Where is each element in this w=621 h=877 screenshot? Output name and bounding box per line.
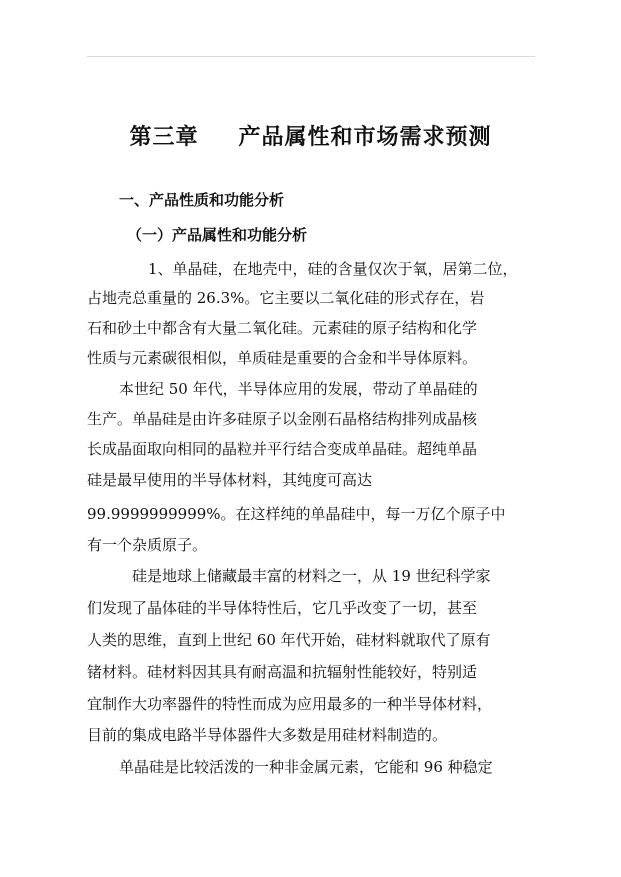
- paragraph-3-line-2: 们发现了晶体硅的半导体特性后，它几乎改变了一切，甚至: [87, 599, 478, 617]
- paragraph-3-line-1: 硅是地球上储藏最丰富的材料之一，从 19 世纪科学家: [132, 567, 491, 585]
- paragraph-1-line-2: 占地壳总重量的 26.3%。它主要以二氧化硅的形式存在，岩: [87, 289, 485, 307]
- paragraph-2-line-3: 长成晶面取向相同的晶粒并平行结合变成单晶硅。超纯单晶: [87, 440, 478, 458]
- paragraph-2-line-4: 硅是最早使用的半导体材料，其纯度可高达: [87, 471, 373, 489]
- paragraph-3-line-5: 宜制作大功率器件的特性而成为应用最多的一种半导体材料，: [87, 695, 493, 713]
- chapter-title: [0, 120, 621, 151]
- header-rule: [87, 56, 535, 57]
- chapter-number: 第三章: [129, 125, 199, 150]
- paragraph-3-line-4: 锗材料。硅材料因其具有耐高温和抗辐射性能较好，特别适: [87, 663, 478, 681]
- subsection-heading: （一）产品属性和功能分析: [127, 226, 308, 244]
- paragraph-1-line-1: 1、单晶硅，在地壳中，硅的含量仅次于氧，居第二位，: [148, 260, 518, 278]
- paragraph-2-line-2: 生产。单晶硅是由许多硅原子以金刚石晶格结构排列成晶核: [87, 410, 478, 428]
- chapter-name: 产品属性和市场需求预测: [238, 125, 492, 150]
- paragraph-2-line-5: 99.9999999999%。在这样纯的单晶硅中，每一万亿个原子中: [87, 505, 506, 523]
- paragraph-2-line-1: 本世纪 50 年代，半导体应用的发展，带动了单晶硅的: [119, 380, 478, 398]
- paragraph-3-line-3: 人类的思维，直到上世纪 60 年代开始，硅材料就取代了原有: [87, 631, 491, 649]
- paragraph-3-line-6: 目前的集成电路半导体器件大多数是用硅材料制造的。: [87, 726, 448, 744]
- paragraph-1-line-4: 性质与元素碳很相似，单质硅是重要的合金和半导体原料。: [87, 349, 478, 367]
- paragraph-2-line-6: 有一个杂质原子。: [87, 536, 208, 554]
- paragraph-4-line-1: 单晶硅是比较活泼的一种非金属元素，它能和 96 种稳定: [119, 758, 493, 776]
- section-heading: 一、产品性质和功能分析: [119, 191, 285, 209]
- paragraph-1-line-3: 石和砂土中都含有大量二氧化硅。元素硅的原子结构和化学: [87, 319, 478, 337]
